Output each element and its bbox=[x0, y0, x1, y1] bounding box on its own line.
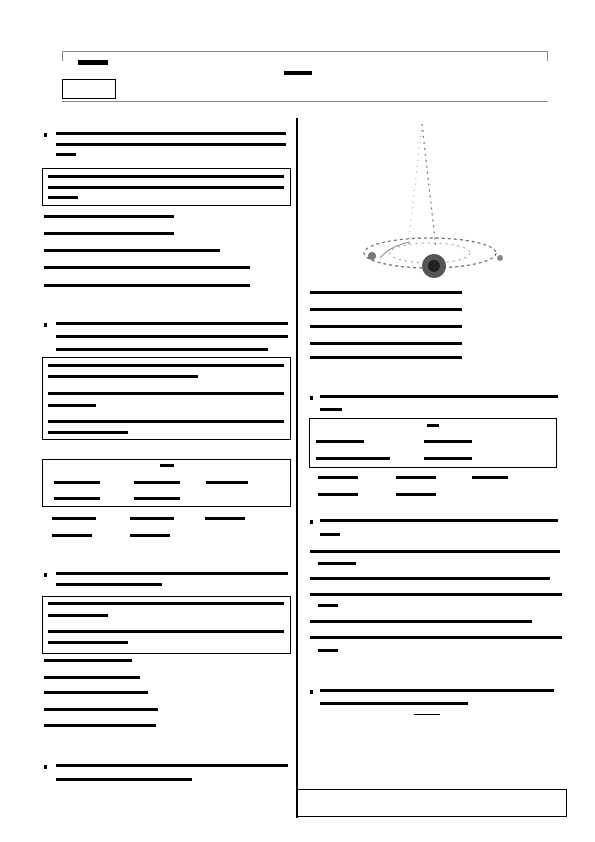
q2-box-line bbox=[48, 431, 128, 434]
q1-box-line bbox=[48, 196, 78, 199]
question-7-number bbox=[310, 690, 313, 694]
q3-option bbox=[44, 724, 156, 727]
q2-stem-line bbox=[56, 348, 268, 351]
q2-option bbox=[205, 517, 245, 520]
q1-option bbox=[44, 215, 174, 218]
q2-option bbox=[52, 534, 92, 537]
q3-stem-line bbox=[56, 583, 162, 586]
q5-table-cell bbox=[424, 457, 472, 460]
q6-stem-line bbox=[320, 533, 340, 536]
q2-table-cell bbox=[54, 481, 100, 484]
q5-option bbox=[396, 476, 436, 479]
q1-option bbox=[44, 284, 250, 287]
q1-stem-line bbox=[56, 153, 76, 156]
q4-stem-line bbox=[56, 778, 192, 781]
q2-option bbox=[130, 534, 170, 537]
q5-table-head bbox=[427, 424, 439, 427]
q5-option bbox=[396, 493, 436, 496]
q6-option bbox=[310, 577, 550, 580]
question-4-number bbox=[44, 765, 47, 769]
q2-box-line bbox=[48, 404, 96, 407]
q5-option bbox=[318, 493, 358, 496]
header-top-rule bbox=[62, 51, 548, 52]
q5-table-cell bbox=[316, 440, 364, 443]
q6-option bbox=[318, 604, 338, 607]
q2-box-line bbox=[48, 375, 198, 378]
column-divider bbox=[296, 118, 298, 818]
figure-caption-line bbox=[310, 291, 462, 294]
question-6-number bbox=[310, 520, 313, 524]
q6-option bbox=[318, 562, 356, 565]
q1-box-line bbox=[48, 186, 284, 189]
question-1-number bbox=[44, 133, 47, 137]
q2-box-line bbox=[48, 420, 284, 423]
question-3-number bbox=[44, 573, 47, 577]
q1-box-line bbox=[48, 175, 284, 178]
q1-option bbox=[44, 232, 174, 235]
q6-stem-line bbox=[320, 519, 558, 522]
q2-table-cell bbox=[134, 497, 180, 500]
pendulum-figure bbox=[350, 118, 520, 288]
q3-box-line bbox=[48, 614, 108, 617]
q6-option bbox=[310, 636, 562, 639]
q1-option bbox=[44, 266, 250, 269]
q6-option bbox=[318, 649, 338, 652]
q6-option bbox=[310, 620, 532, 623]
q2-box-line bbox=[48, 392, 284, 395]
header-bottom-rule bbox=[62, 101, 548, 102]
header-name-box bbox=[62, 79, 116, 99]
q6-option bbox=[310, 550, 560, 553]
q3-box-line bbox=[48, 630, 284, 633]
header-left-tick bbox=[62, 51, 63, 61]
q2-table-cell bbox=[206, 481, 248, 484]
q3-option bbox=[44, 691, 148, 694]
q3-box-line bbox=[48, 602, 284, 605]
q2-stem-line bbox=[56, 335, 288, 338]
q5-table-cell bbox=[316, 457, 390, 460]
q2-table-head bbox=[160, 464, 174, 467]
q5-table-cell bbox=[424, 440, 472, 443]
figure-caption-line bbox=[310, 308, 462, 311]
q1-stem-line bbox=[56, 143, 286, 146]
q5-stem-line bbox=[320, 408, 342, 411]
q3-box-line bbox=[48, 641, 128, 644]
q2-table-cell bbox=[134, 481, 180, 484]
q4-stem-line bbox=[56, 764, 288, 767]
q2-stem-line bbox=[56, 322, 288, 325]
q3-option bbox=[44, 676, 140, 679]
q7-answer-underline bbox=[414, 714, 440, 715]
q2-info-box bbox=[42, 357, 291, 440]
q7-stem-line bbox=[320, 702, 468, 705]
q1-option bbox=[44, 249, 220, 252]
header-label bbox=[78, 60, 108, 65]
q2-option bbox=[130, 517, 174, 520]
q3-option bbox=[44, 708, 158, 711]
question-2-number bbox=[44, 323, 47, 327]
q3-stem-line bbox=[56, 572, 288, 575]
question-5-number bbox=[310, 396, 313, 400]
q2-table-cell bbox=[54, 497, 100, 500]
q5-option bbox=[472, 476, 508, 479]
header-title bbox=[284, 71, 312, 75]
q5-stem-line bbox=[320, 395, 558, 398]
figure-caption-line bbox=[310, 342, 462, 345]
q6-option bbox=[310, 593, 562, 596]
answer-box bbox=[297, 789, 567, 817]
header-right-tick bbox=[547, 51, 548, 61]
q2-option bbox=[52, 517, 96, 520]
q7-stem-line bbox=[320, 689, 554, 692]
q1-stem-line bbox=[56, 132, 286, 135]
q3-option bbox=[44, 659, 132, 662]
figure-caption-line bbox=[310, 356, 462, 359]
q5-option bbox=[318, 476, 358, 479]
figure-caption-line bbox=[310, 325, 462, 328]
q2-box-line bbox=[48, 364, 284, 367]
